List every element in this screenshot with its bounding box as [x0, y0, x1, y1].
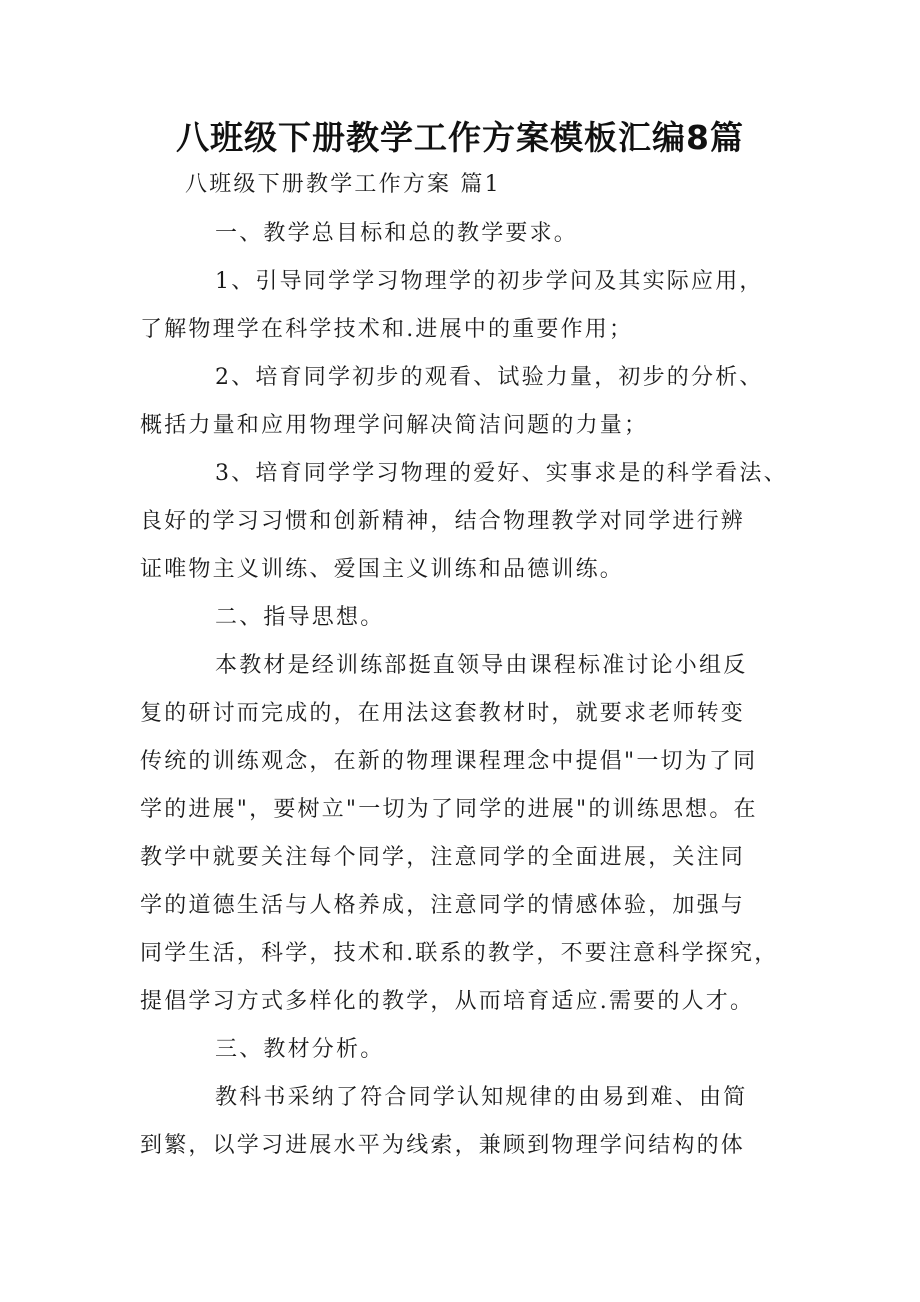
- paragraph-line: 二、指导思想。: [215, 605, 385, 630]
- paragraph-line: 传统的训练观念，在新的物理课程理念中提倡"一切为了同: [140, 749, 758, 774]
- paragraph-line: 三、教材分析。: [215, 1037, 385, 1062]
- paragraph-line: 证唯物主义训练、爱国主义训练和品德训练。: [140, 557, 625, 582]
- paragraph-line: 同学生活，科学，技术和.联系的教学，不要注意科学探究，: [140, 941, 779, 966]
- document-title: 八班级下册教学工作方案模板汇编8篇: [176, 118, 744, 157]
- paragraph-line: 教科书采纳了符合同学认知规律的由易到难、由简: [215, 1085, 748, 1110]
- paragraph-line: 学的道德生活与人格养成，注意同学的情感体验，加强与: [140, 893, 746, 918]
- paragraph-line: 复的研讨而完成的，在用法这套教材时，就要求老师转变: [140, 701, 746, 726]
- paragraph-line: 学的进展"，要树立"一切为了同学的进展"的训练思想。在: [140, 797, 758, 822]
- section-subtitle: 八班级下册教学工作方案 篇1: [185, 172, 501, 197]
- paragraph-line: 良好的学习习惯和创新精神，结合物理教学对同学进行辨: [140, 509, 746, 534]
- paragraph-line: 本教材是经训练部挺直领导由课程标准讨论小组反: [215, 653, 748, 678]
- paragraph-line: 1、引导同学学习物理学的初步学问及其实际应用，: [215, 269, 764, 294]
- paragraph-line: 概括力量和应用物理学问解决简洁问题的力量；: [140, 413, 649, 438]
- paragraph-line: 3、培育同学学习物理的爱好、实事求是的科学看法、: [215, 461, 788, 486]
- paragraph-line: 了解物理学在科学技术和.进展中的重要作用；: [140, 317, 634, 342]
- paragraph-line: 到繁，以学习进展水平为线索，兼顾到物理学问结构的体: [140, 1133, 746, 1158]
- paragraph-line: 2、培育同学初步的观看、试验力量，初步的分析、: [215, 365, 764, 390]
- paragraph-line: 提倡学习方式多样化的教学，从而培育适应.需要的人才。: [140, 989, 755, 1014]
- paragraph-line: 一、教学总目标和总的教学要求。: [215, 221, 579, 246]
- paragraph-line: 教学中就要关注每个同学，注意同学的全面进展，关注同: [140, 845, 746, 870]
